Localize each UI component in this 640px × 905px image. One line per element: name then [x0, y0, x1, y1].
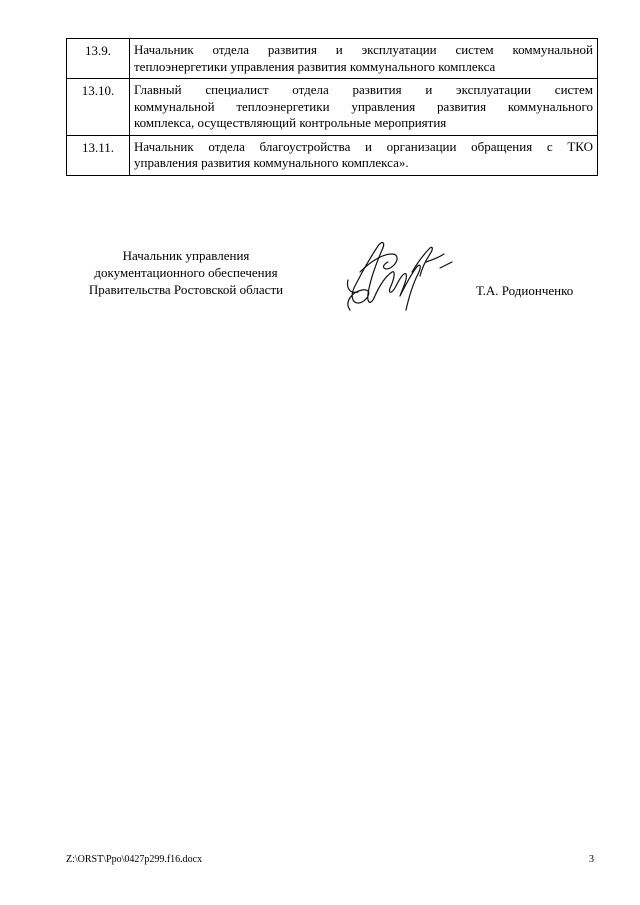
signer-position-line: Начальник управления	[122, 248, 250, 263]
description-line: Начальник отдела развития и эксплуатации систем коммунальной	[134, 42, 593, 57]
table-row	[67, 79, 598, 136]
row-description	[130, 39, 598, 79]
signer-position	[66, 247, 306, 298]
footer-file-path: Z:\ORST\Ppo\0427p299.f16.docx	[66, 854, 203, 865]
row-description	[130, 135, 598, 175]
signer-position-line: документационного обеспечения	[94, 265, 278, 280]
description-line: Начальник отдела благоустройства и организации обращения с ТКО	[134, 138, 593, 154]
signer-name: Т.А. Родионченко	[476, 283, 574, 298]
table-row	[67, 39, 598, 79]
description-line: коммунальной теплоэнергетики управления развития коммунального	[134, 98, 593, 114]
handwritten-signature	[340, 232, 460, 317]
signer-position-line: Правительства Ростовской области	[88, 282, 284, 297]
description-line: Главный специалист отдела развития и эксплуатации систем	[134, 82, 593, 97]
row-number: 13.11.	[67, 135, 130, 175]
row-description	[130, 79, 598, 136]
page-number: 3	[589, 854, 594, 865]
description-line: комплекса, осуществляющий контрольные мероприятия	[134, 115, 447, 130]
description-line: управления развития коммунального комплекса».	[134, 155, 409, 170]
row-number: 13.9.	[67, 39, 130, 79]
appendix-table	[66, 38, 598, 176]
description-line: теплоэнергетики управления развития коммунального комплекса	[134, 58, 496, 74]
table-row	[67, 135, 598, 175]
row-number: 13.10.	[67, 79, 130, 136]
